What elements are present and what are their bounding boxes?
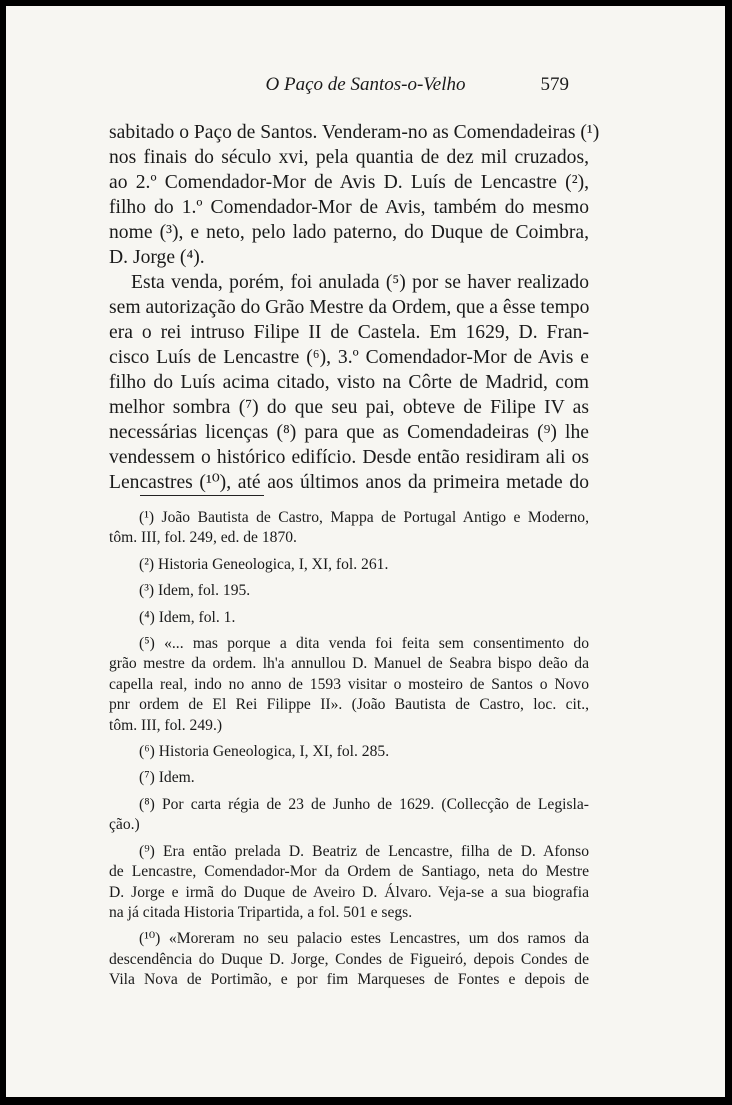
footnote-line: (⁷) Idem.	[139, 769, 195, 787]
footnote-line: (⁹) Era então prelada D. Beatriz de Lencastre, filha de D. Afonso	[139, 842, 589, 860]
footnote-line: D. Jorge e irmã do Duque de Aveiro D. Álvaro. Veja-se a sua biografia	[109, 883, 589, 901]
footnote-line: (⁶) Historia Geneologica, I, XI, fol. 285.	[139, 743, 390, 761]
text-line: ao 2.º Comendador-Mor de Avis D. Luís de Lencastre (²),	[109, 172, 589, 193]
paragraph-2	[109, 270, 589, 495]
footnote-8	[109, 795, 589, 836]
footnote-line: (²) Historia Geneologica, I, XI, fol. 261.	[139, 555, 389, 573]
text-line: nome (³), e neto, pelo lado paterno, do Duque de Coimbra,	[109, 222, 589, 243]
footnote-line: tôm. III, fol. 249.)	[109, 716, 223, 734]
footnote-line: Vila Nova de Portimão, e por fim Marqueses de Fontes e depois de	[109, 971, 589, 989]
footnote-1	[109, 508, 589, 549]
page-header	[6, 74, 725, 104]
footnote-line: tôm. III, fol. 249, ed. de 1870.	[109, 529, 297, 547]
page-number: 579	[540, 74, 569, 95]
text-line: filho do Luís acima citado, visto na Côrte de Madrid, com	[109, 372, 589, 393]
text-line: D. Jorge (⁴).	[109, 247, 205, 268]
text-line: Lencastres (¹⁰), até aos últimos anos da primeira metade do	[109, 472, 589, 493]
footnote-line: (⁴) Idem, fol. 1.	[139, 608, 236, 626]
footnote-10	[109, 929, 589, 990]
paragraph-1	[109, 120, 600, 270]
footnotes	[109, 508, 589, 997]
running-title: O Paço de Santos-o-Velho	[265, 74, 466, 95]
footnote-line: (⁵) «... mas porque a dita venda foi feita sem consentimento do	[139, 635, 589, 653]
footnote-7	[109, 768, 589, 788]
footnote-line: (⁸) Por carta régia de 23 de Junho de 1629. (Collecção de Legisla-	[139, 795, 589, 813]
book-page	[6, 6, 725, 1097]
text-line: Esta venda, porém, foi anulada (⁵) por se haver realizado	[131, 272, 589, 293]
footnote-6	[109, 742, 589, 762]
footnote-4	[109, 608, 589, 628]
footnote-line: ção.)	[109, 816, 140, 834]
text-line: cisco Luís de Lencastre (⁶), 3.º Comendador-Mor de Avis e	[109, 347, 589, 368]
main-text	[109, 120, 600, 495]
footnote-2	[109, 555, 589, 575]
footnote-line: descendência do Duque D. Jorge, Condes de Figueiró, depois Condes de	[109, 950, 589, 968]
footnote-rule	[140, 495, 264, 496]
footnote-9	[109, 842, 589, 924]
footnote-line: (³) Idem, fol. 195.	[139, 582, 251, 600]
text-line: necessárias licenças (⁸) para que as Comendadeiras (⁹) lhe	[109, 422, 589, 443]
text-line: sem autorização do Grão Mestre da Ordem, que a êsse tempo	[109, 297, 590, 318]
text-line: sabitado o Paço de Santos. Venderam-no as Comendadeiras (¹)	[109, 122, 600, 143]
text-line: nos finais do século xvi, pela quantia de dez mil cruzados,	[109, 147, 589, 168]
text-line: filho do 1.º Comendador-Mor de Avis, também do mesmo	[109, 197, 589, 218]
footnote-line: na já citada Historia Tripartida, a fol. 501 e segs.	[109, 903, 413, 921]
footnote-line: (¹) João Bautista de Castro, Mappa de Portugal Antigo e Moderno,	[139, 509, 589, 526]
text-line: era o rei intruso Filipe II de Castela. Em 1629, D. Fran-	[109, 322, 589, 343]
footnote-line: (¹⁰) «Moreram no seu palacio estes Lencastres, um dos ramos da	[139, 930, 589, 948]
footnote-line: pnr ordem de El Rei Filippe II». (João Bautista de Castro, loc. cit.,	[109, 696, 589, 714]
footnote-line: de Lencastre, Comendador-Mor da Ordem de Santiago, neta do Mestre	[109, 863, 589, 881]
text-line: melhor sombra (⁷) do que seu pai, obteve de Filipe IV as	[109, 397, 589, 418]
footnote-5	[109, 634, 589, 736]
footnote-line: capella real, indo no anno de 1593 visitar o mosteiro de Santos o Novo	[109, 675, 589, 693]
footnote-3	[109, 581, 589, 601]
footnote-line: grão mestre da ordem. lh'a annullou D. Manuel de Seabra bispo deão da	[109, 655, 589, 673]
text-line: vendessem o histórico edifício. Desde então residiram ali os	[109, 447, 589, 468]
